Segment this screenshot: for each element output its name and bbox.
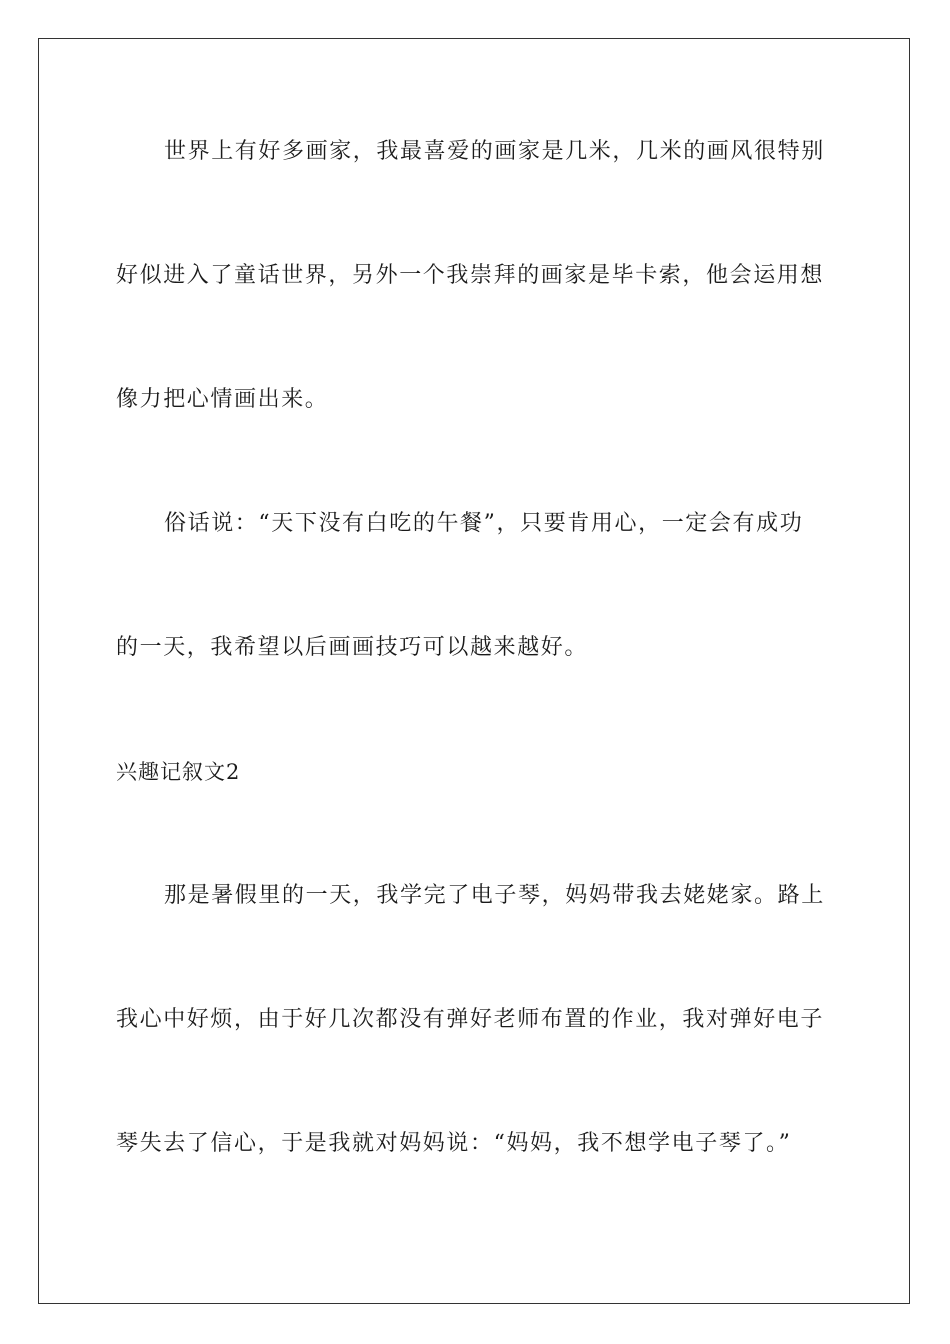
paragraph-1-line-1: 世界上有好多画家，我最喜爱的画家是几米，几米的画风很特别: [164, 139, 825, 164]
paragraph-1-line-2: 好似进入了童话世界，另外一个我崇拜的画家是毕卡索，他会运用想: [116, 263, 825, 288]
paragraph-3-line-2: 我心中好烦，由于好几次都没有弹好老师布置的作业，我对弹好电子: [116, 1007, 825, 1032]
paragraph-3-line-3: 琴失去了信心，于是我就对妈妈说：“妈妈，我不想学电子琴了。”: [116, 1131, 792, 1156]
paragraph-1-line-3: 像力把心情画出来。: [116, 387, 329, 412]
page-border: [38, 38, 910, 1304]
paragraph-2-line-2: 的一天，我希望以后画画技巧可以越来越好。: [116, 635, 589, 660]
paragraph-3-line-1: 那是暑假里的一天，我学完了电子琴，妈妈带我去姥姥家。路上: [164, 883, 825, 908]
paragraph-2-line-1: 俗话说：“天下没有白吃的午餐”，只要肯用心，一定会有成功: [164, 511, 804, 536]
section-heading: 兴趣记叙文2: [116, 760, 241, 784]
